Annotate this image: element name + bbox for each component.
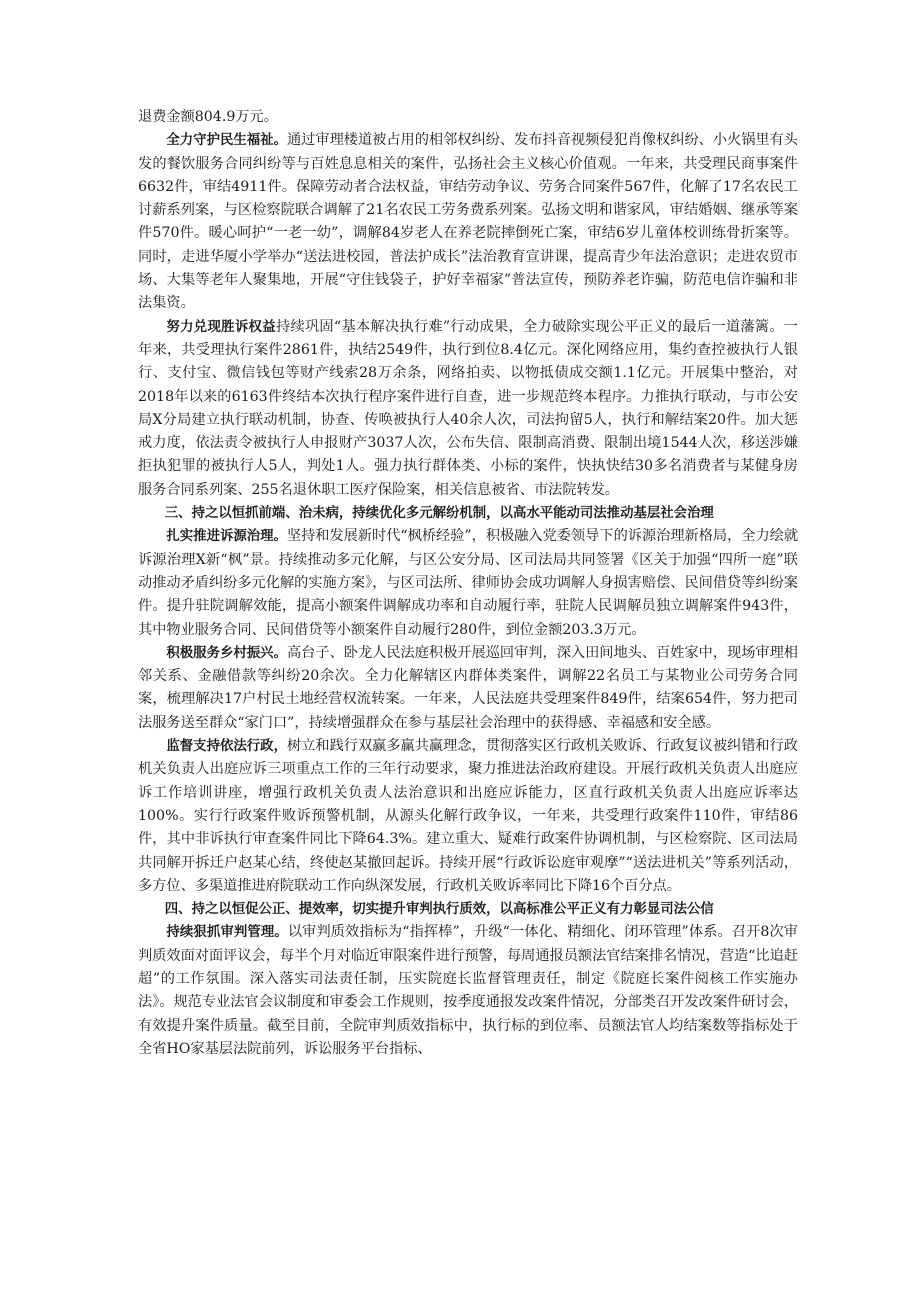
paragraph-text: 以审判质效指标为“指挥棒”，升级“一体化、精细化、闭环管理”体系。召开8次审判质效面对面评议会，每半个月对临近审限案件进行预警，每周通报员额法官结案排名情况，营造“比追赶超”的工作氛围。深入落实司法责任制，压实院庭长监督管理责任，制定《院庭长案件阅核工作实施办法》。规范专业法官会议制度和审委会工作规则，按季度通报发改案件情况，分部类召开发改案件研讨会，有效提升案件质量。截至目前，全院审判质效指标中，执行标的到位率、员额法官人均结案数等指标处于全省HO家基层法院前列，诉讼服务平台指标、 [138,924,798,1057]
paragraph-lead: 全力守护民生福祉。 [166,133,287,149]
opening-line: 退费金额804.9万元。 [138,109,278,125]
paragraph-source-governance [138,525,798,641]
paragraph-text: 高台子、卧龙人民法庭积极开展巡回审判，深入田间地头、百姓家中，现场审理相邻关系、金融借款等纠纷20余次。全力化解辖区内群体类案件，调解22名员工与某物业公司劳务合同案，梳理解决17户村民土地经营权流转案。一年来，人民法庭共受理案件849件，结案654件，努力把司法服务送至群众“家门口”，持续增强群众在参与基层社会治理中的获得感、幸福感和安全感。 [138,644,798,731]
document-page [138,106,798,1061]
paragraph-lead: 持续狠抓审判管理。 [166,925,288,941]
paragraph-lead: 积极服务乡村振兴。 [166,645,287,661]
paragraph-enforcement [138,316,798,502]
paragraph-administrative-law [138,735,798,898]
paragraph-trial-management [138,921,798,1061]
paragraph-text: 树立和践行双赢多赢共赢理念，贯彻落实区行政机关败诉、行政复议被纠错和行政机关负责人出庭应诉三项重点工作的三年行动要求，聚力推进法治政府建设。开展行政机关负责人出庭应诉工作培训讲座，增强行政机关负责人法治意识和出庭应诉能力，区直行政机关负责人出庭应诉率达100%。实行行政案件败诉预警机制，从源头化解行政争议，一年来，共受理行政案件110件，审结86件，其中非诉执行审查案件同比下降64.3%。建立重大、疑难行政案件协调机制，与区检察院、区司法局共同解开拆迁户赵某心结，终使赵某撤回起诉。持续开展“行政诉讼庭审观摩”“送法进机关”等系列活动，多方位、多渠道推进府院联动工作向纵深发展，行政机关败诉率同比下降16个百分点。 [138,738,798,894]
paragraph-lead: 努力兑现胜诉权益 [166,319,276,335]
paragraph-text: 通过审理楼道被占用的相邻权纠纷、发布抖音视频侵犯肖像权纠纷、小火锅里有头发的餐饮服务合同纠纷等与百姓息息相关的案件，弘扬社会主义核心价值观。一年来，共受理民商事案件6632件，审结4911件。保障劳动者合法权益，审结劳动争议、劳务合同案件567件，化解了17名农民工讨薪系列案，与区检察院联合调解了21名农民工劳务费系列案。弘扬文明和谐家风，审结婚姻、继承等案件570件。暖心呵护“一老一幼”，调解84岁老人在养老院摔倒死亡案，审结6岁儿童体校训练骨折案等。同时，走进华厦小学举办“送法进校园，普法护成长”法治教育宣讲课，提高青少年法治意识；走进农贸市场、大集等老年人聚集地，开展“守住钱袋子，护好幸福家”普法宣传，预防养老诈骗，防范电信诈骗和非法集资。 [138,132,798,312]
section-heading-three: 三、持之以恒抓前端、治未病，持续优化多元解纷机制，以高水平能动司法推动基层社会治理 [164,506,714,522]
section-heading-four: 四、持之以恒促公正、提效率，切实提升审判执行质效，以高标准公平正义有力彰显司法公信 [164,902,714,918]
paragraph-text: 持续巩固“基本解决执行难”行动成果，全力破除实现公平正义的最后一道藩篱。一年来，共受理执行案件2861件，执结2549件，执行到位8.4亿元。深化网络应用，集约查控被执行人银行、支付宝、微信钱包等财产线索28万余条，网络拍卖、以物抵债成交额1.1亿元。开展集中整治，对2018年以来的6163件终结本次执行程序案件进行自查，进一步规范终本程序。力推执行联动，与市公安局X分局建立执行联动机制，协查、传唤被执行人40余人次，司法拘留5人，执行和解结案20件。加大惩戒力度，依法责令被执行人申报财产3037人次，公布失信、限制高消费、限制出境1544人次，移送涉嫌拒执犯罪的被执行人5人，判处1人。强力执行群体类、小标的案件，快执快结30多名消费者与某健身房服务合同系列案、255名退休职工医疗保险案，相关信息被省、市法院转发。 [138,318,798,498]
paragraph-lead: 扎实推进诉源治理。 [166,529,287,545]
paragraph-livelihood [138,129,798,315]
paragraph-text: 坚持和发展新时代“枫桥经验”，积极融入党委领导下的诉源治理新格局，全力绘就诉源治理X新“枫”景。持续推动多元化解，与区公安分局、区司法局共同签署《区关于加强“四所一庭”联动推动矛盾纠纷多元化解的实施方案》，与区司法所、律师协会成功调解人身损害赔偿、民间借贷等纠纷案件。提升驻院调解效能，提高小额案件调解成功率和自动履行率，驻院人民调解员独立调解案件943件，其中物业服务合同、民间借贷等小额案件自动履行280件，到位金额203.3万元。 [138,528,799,638]
paragraph-lead: 监督支持依法行政， [166,739,287,755]
paragraph-rural-revitalization [138,642,798,735]
